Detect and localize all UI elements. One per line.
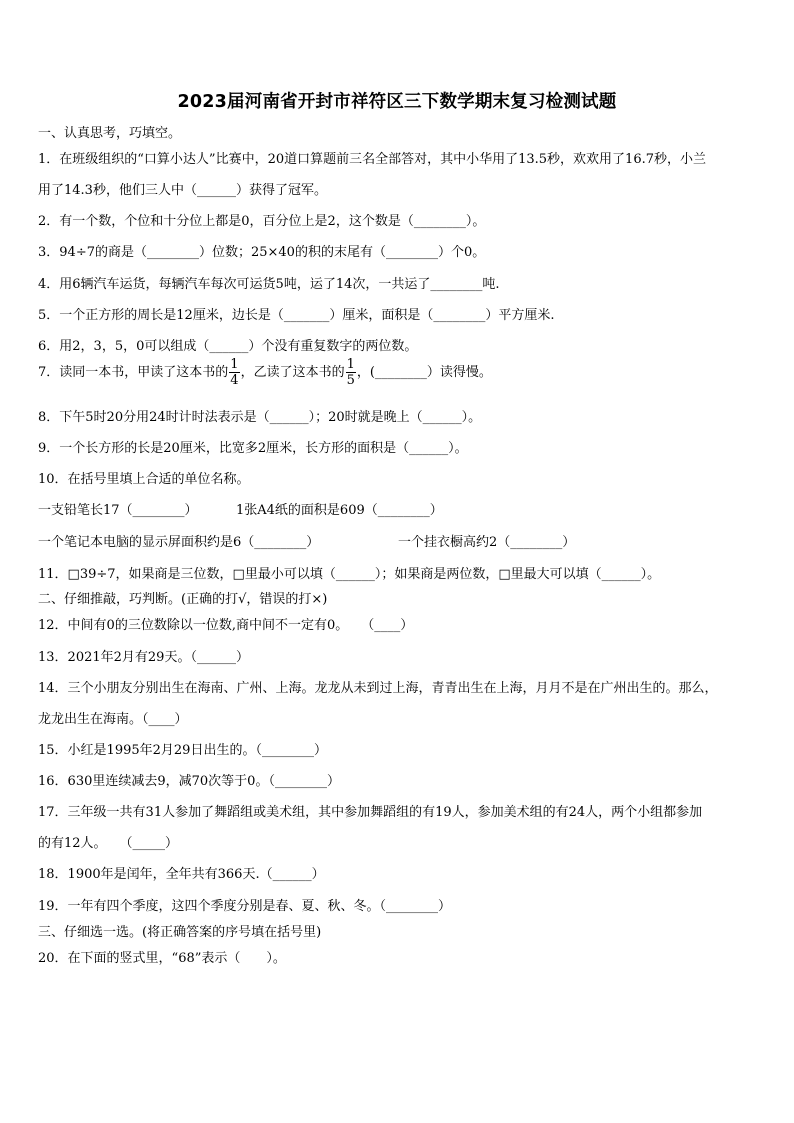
question-12: 12．中间有0的三位数除以一位数,商中间不一定有0。 （____） xyxy=(38,618,414,633)
question-3: 3．94÷7的商是（________）位数；25×40的积的末尾有（________）个0。 xyxy=(38,245,486,260)
question-9: 9．一个长方形的长是20厘米，比宽多2厘米，长方形的面积是（______）。 xyxy=(38,441,468,456)
fraction-numerator: 1 xyxy=(230,357,239,372)
question-8: 8．下午5时20分用24时计时法表示是（______）；20时就是晚上（______）。 xyxy=(38,410,482,425)
question-10: 10．在括号里填上合适的单位名称。 xyxy=(38,472,250,487)
question-10-item-d: 一个挂衣橱高约2（________） xyxy=(398,535,576,550)
question-11: 11．□39÷7，如果商是三位数，□里最小可以填（______）；如果商是两位数，□里最大可以填（______）。 xyxy=(38,567,661,582)
section-heading-3: 三、仔细选一选。(将正确答案的序号填在括号里) xyxy=(38,925,322,940)
question-16: 16．630里连续减去9，减70次等于0。（________） xyxy=(38,774,340,789)
question-7-suffix: ，(________）读得慢。 xyxy=(356,365,492,380)
question-19: 19．一年有四个季度，这四个季度分别是春、夏、秋、冬。（________） xyxy=(38,899,452,914)
question-15: 15．小红是1995年2月29日出生的。（________） xyxy=(38,743,327,758)
question-14-line-1: 14．三个小朋友分别出生在海南、广州、上海。龙龙从未到过上海，青青出生在上海，月月不是在广州出生的。那么， xyxy=(38,681,718,696)
fraction-denominator: 5 xyxy=(346,373,355,388)
question-6: 6．用2，3，5，0可以组成（______）个没有重复数字的两位数。 xyxy=(38,339,418,354)
section-heading-1: 一、认真思考，巧填空。 xyxy=(38,126,182,141)
fraction-numerator: 1 xyxy=(346,357,355,372)
question-10-item-a: 一支铅笔长17（________） xyxy=(38,503,198,518)
question-20: 20．在下面的竖式里，“68”表示（ ）。 xyxy=(38,951,286,966)
question-7 xyxy=(38,358,492,387)
question-17-line-2: 的有12人。 （_____） xyxy=(38,836,179,851)
question-7-middle: ，乙读了这本书的 xyxy=(240,365,345,380)
page-title: 2023届河南省开封市祥符区三下数学期末复习检测试题 xyxy=(177,92,617,112)
question-1-line-1: 1．在班级组织的“口算小达人”比赛中，20道口算题前三名全部答对，其中小华用了13.5秒，欢欢用了16.7秒，小兰 xyxy=(38,152,706,167)
question-4: 4．用6辆汽车运货，每辆汽车每次可运货5吨，运了14次，一共运了________吨. xyxy=(38,277,500,292)
question-7-prefix: 7．读同一本书，甲读了这本书的 xyxy=(38,365,229,380)
question-5: 5．一个正方形的周长是12厘米，边长是（_______）厘米，面积是（________）平方厘米. xyxy=(38,308,555,323)
fraction-one-fifth xyxy=(346,358,356,387)
question-10-item-b: 1张A4纸的面积是609（________） xyxy=(236,503,443,518)
question-13: 13．2021年2月有29天。（______） xyxy=(38,650,249,665)
fraction-denominator: 4 xyxy=(230,373,239,388)
section-heading-2: 二、仔细推敲，巧判断。(正确的打√，错误的打×) xyxy=(38,592,328,607)
question-2: 2．有一个数，个位和十分位上都是0，百分位上是2，这个数是（________）。 xyxy=(38,214,486,229)
question-1-line-2: 用了14.3秒，他们三人中（______）获得了冠军。 xyxy=(38,183,327,198)
question-18: 18．1900年是闰年，全年共有366天.（______） xyxy=(38,867,325,882)
question-14-line-2: 龙龙出生在海南。（____） xyxy=(38,712,188,727)
fraction-one-quarter xyxy=(229,358,239,387)
question-17-line-1: 17．三年级一共有31人参加了舞蹈组或美术组，其中参加舞蹈组的有19人，参加美术组的有24人，两个小组都参加 xyxy=(38,805,703,820)
question-10-item-c: 一个笔记本电脑的显示屏面积约是6（________） xyxy=(38,535,320,550)
